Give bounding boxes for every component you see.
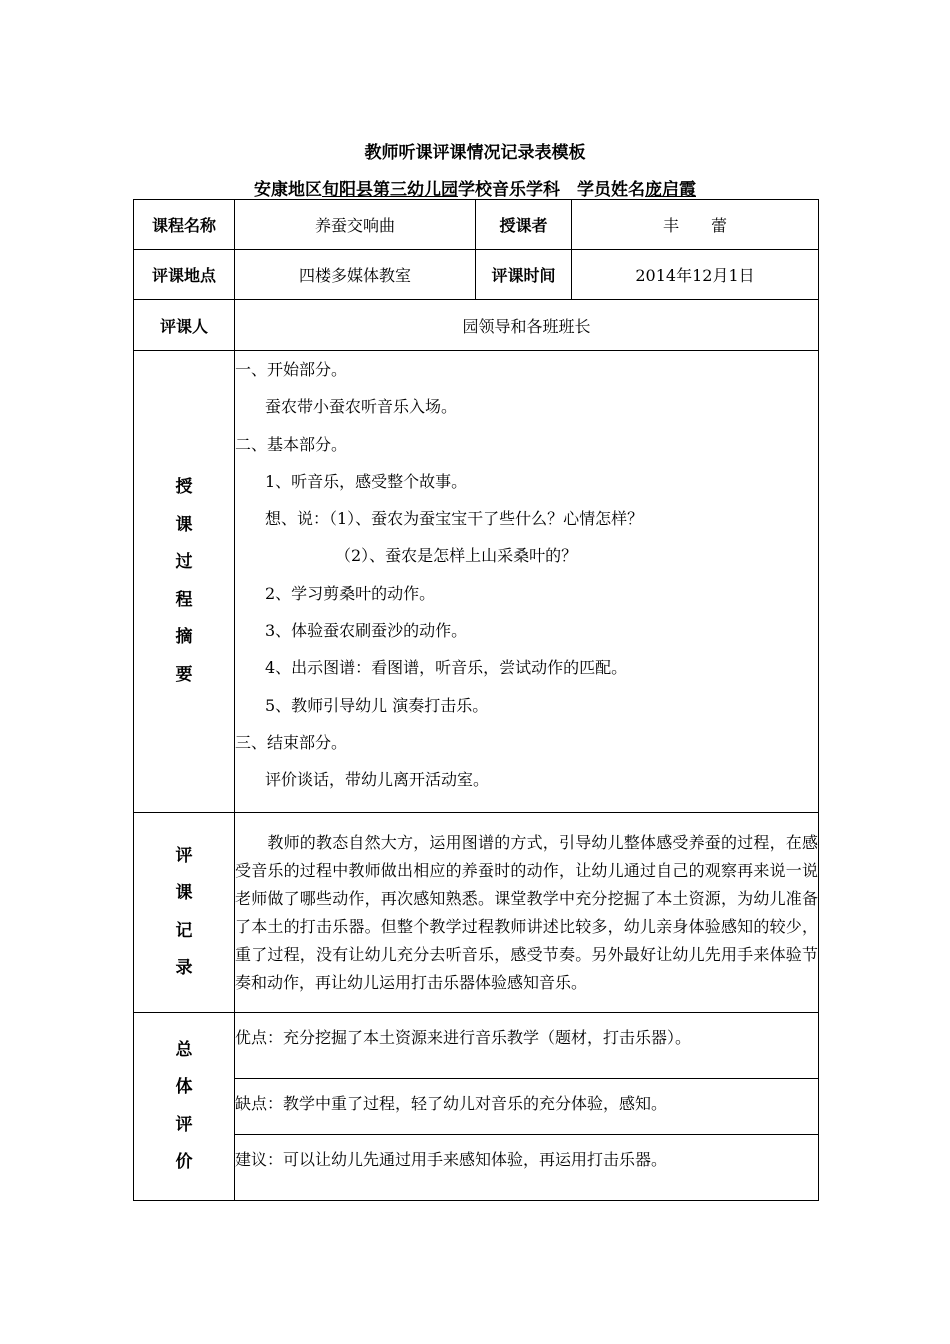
record-label-char: 记 bbox=[175, 920, 193, 941]
process-label bbox=[134, 469, 234, 694]
process-label-char: 授 bbox=[175, 477, 193, 497]
teacher-value: 丰 蕾 bbox=[572, 200, 819, 250]
time-value: 2014年12月1日 bbox=[572, 250, 819, 300]
row-summary-cons bbox=[134, 1079, 819, 1135]
record-text: 教师的教态自然大方，运用图谱的方式，引导幼儿整体感受养蚕的过程，在感受音乐的过程中教师做出相应的养蚕时的动作，让幼儿通过自己的观察再来说一说老师做了哪些动作，再次感知熟悉。课堂教学中充分挖掘了本土资源，为幼儿准备了本土的打击乐器。但整个教学过程教师讲述比较多，幼儿亲身体验感知的较少，重了过程，没有让幼儿充分去听音乐，感受节奏。另外最好让幼儿先用手来体验节奏和动作，再让幼儿运用打击乐器体验感知音乐。 bbox=[235, 813, 819, 1013]
process-line: 4、出示图谱：看图谱，听音乐，尝试动作的匹配。 bbox=[265, 658, 628, 678]
row-place-time bbox=[134, 250, 819, 300]
process-label-char: 过 bbox=[175, 552, 193, 572]
row-record bbox=[134, 813, 819, 1013]
school-name: 旬阳县第三幼儿园 bbox=[322, 180, 458, 200]
summary-label-cell bbox=[134, 1013, 235, 1201]
document-title: 教师听课评课情况记录表模板 bbox=[364, 143, 586, 163]
process-line: 3、体验蚕农刷蚕沙的动作。 bbox=[265, 621, 468, 641]
summary-label-char: 体 bbox=[175, 1077, 193, 1097]
summary-advice: 建议：可以让幼儿先通过用手来感知体验，再运用打击乐器。 bbox=[235, 1135, 819, 1201]
process-label-char: 摘 bbox=[175, 627, 193, 647]
process-label-char: 程 bbox=[175, 589, 193, 610]
reviewer-label: 评课人 bbox=[134, 300, 235, 351]
process-label-char: 要 bbox=[175, 664, 193, 685]
summary-label-char: 价 bbox=[175, 1152, 193, 1172]
process-label-cell bbox=[134, 351, 235, 813]
process-line: （2）、蚕农是怎样上山采桑叶的？ bbox=[335, 546, 578, 566]
process-line: 二、基本部分。 bbox=[235, 434, 348, 454]
process-line: 2、学习剪桑叶的动作。 bbox=[265, 583, 436, 603]
student-label: 学员姓名 bbox=[577, 180, 645, 200]
summary-label-char: 评 bbox=[175, 1114, 193, 1135]
process-line: 蚕农带小蚕农听音乐入场。 bbox=[265, 397, 458, 417]
row-course bbox=[134, 200, 819, 250]
process-line: 三、结束部分。 bbox=[235, 732, 348, 752]
summary-cons: 缺点：教学中重了过程，轻了幼儿对音乐的充分体验，感知。 bbox=[235, 1079, 819, 1135]
process-line: 一、开始部分。 bbox=[235, 360, 348, 379]
summary-label-char: 总 bbox=[175, 1039, 193, 1060]
reviewer-value: 园领导和各班班长 bbox=[235, 300, 819, 351]
process-content bbox=[235, 351, 819, 813]
region: 安康地区 bbox=[254, 180, 322, 200]
document-subtitle bbox=[0, 175, 950, 200]
record-label-char: 课 bbox=[175, 883, 193, 903]
summary-label bbox=[134, 1032, 234, 1182]
place-label: 评课地点 bbox=[134, 250, 235, 300]
teacher-label: 授课者 bbox=[476, 200, 572, 250]
time-label: 评课时间 bbox=[476, 250, 572, 300]
row-summary-advice bbox=[134, 1135, 819, 1201]
course-name-value: 养蚕交响曲 bbox=[235, 200, 476, 250]
record-label bbox=[134, 838, 234, 988]
place-value: 四楼多媒体教室 bbox=[235, 250, 476, 300]
subject: 学校音乐学科 bbox=[458, 180, 560, 200]
process-line: 评价谈话，带幼儿离开活动室。 bbox=[265, 770, 490, 790]
row-process bbox=[134, 351, 819, 813]
record-label-cell bbox=[134, 813, 235, 1013]
summary-pros: 优点：充分挖掘了本土资源来进行音乐教学（题材，打击乐器）。 bbox=[235, 1013, 819, 1079]
row-summary-pros bbox=[134, 1013, 819, 1079]
row-reviewer bbox=[134, 300, 819, 351]
record-label-char: 评 bbox=[175, 845, 193, 866]
process-label-char: 课 bbox=[175, 514, 193, 535]
process-line: 1、听音乐，感受整个故事。 bbox=[265, 471, 468, 491]
course-name-label: 课程名称 bbox=[134, 200, 235, 250]
evaluation-table bbox=[133, 199, 819, 1201]
process-line: 5、教师引导幼儿 演奏打击乐。 bbox=[265, 695, 489, 715]
process-line: 想、说：（1）、蚕农为蚕宝宝干了些什么？心情怎样？ bbox=[265, 509, 644, 529]
student-name: 庞启霞 bbox=[645, 180, 696, 200]
record-label-char: 录 bbox=[175, 958, 193, 978]
